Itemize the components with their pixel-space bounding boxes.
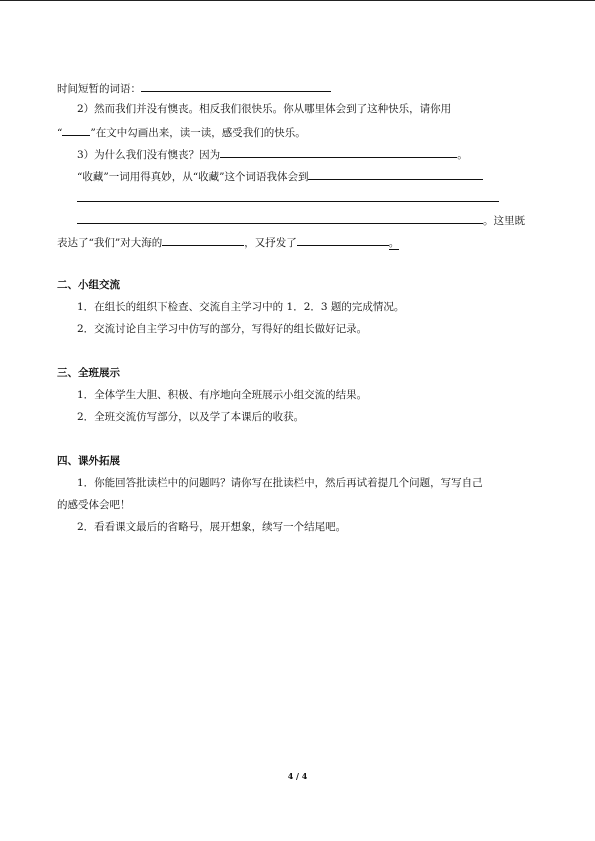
section-heading-group-discussion: 二、小组交流: [57, 279, 120, 291]
answer-blank[interactable]: [77, 190, 499, 202]
answer-blank[interactable]: [297, 234, 389, 246]
period: 。: [457, 149, 468, 161]
header-rule: [0, 0, 595, 1]
class-item-2: 2．全班交流仿写部分，以及学了本课后的收获。: [77, 411, 305, 423]
question-text: 2）然而我们并没有懊丧。相反我们很快乐。你从哪里体会到了这种快乐，请你用: [77, 103, 452, 115]
extension-item-1: 1．你能回答批读栏中的问题吗？请你写在批读栏中，然后再试着提几个问题，写写自己: [77, 477, 483, 489]
question-text: “收藏”一词用得真妙，从“收藏”这个词语我体会到: [77, 171, 309, 183]
collect-word-line: [77, 168, 483, 184]
page-number: 4 / 4: [287, 771, 308, 781]
question-2: [77, 102, 451, 116]
question-text: ”在文中勾画出来，读一读，感受我们的快乐。: [90, 127, 306, 139]
blank-line: [77, 190, 499, 206]
answer-blank[interactable]: [141, 80, 331, 92]
open-quote: “: [57, 127, 63, 139]
class-item-1: 1．全体学生大胆、积极、有序地向全班展示小组交流的结果。: [77, 389, 368, 401]
question-3: [77, 146, 468, 162]
answer-blank[interactable]: [308, 168, 483, 180]
extension-item-1-continued: 的感受体会吧！: [57, 499, 131, 511]
question-text: ，又抒发了: [244, 237, 297, 249]
question-text: 。这里既: [483, 215, 525, 227]
prompt-text: 时间短暂的词语：: [57, 83, 141, 95]
question-text: 表达了“我们”对大海的: [57, 237, 163, 249]
section-heading-extension: 四、课外拓展: [57, 455, 120, 467]
sea-feeling-line: [57, 234, 399, 250]
blank-line-end: [77, 212, 525, 228]
question-text: 3）为什么我们没有懊丧？因为: [77, 149, 221, 161]
answer-blank[interactable]: [77, 212, 483, 224]
line-short-time-words: [57, 80, 331, 96]
group-item-1: 1．在组长的组织下检查、交流自主学习中的 1．2．3 题的完成情况。: [77, 301, 405, 313]
answer-blank[interactable]: [162, 234, 244, 246]
period: 。: [388, 237, 400, 249]
section-heading-class-show: 三、全班展示: [57, 367, 120, 379]
answer-blank[interactable]: [220, 146, 457, 158]
group-item-2: 2．交流讨论自主学习中仿写的部分，写得好的组长做好记录。: [77, 323, 368, 335]
symbol-blank[interactable]: [62, 124, 90, 136]
question-2-continued: [57, 124, 306, 140]
extension-item-2: 2．看看课文最后的省略号，展开想象，续写一个结尾吧。: [77, 521, 347, 533]
